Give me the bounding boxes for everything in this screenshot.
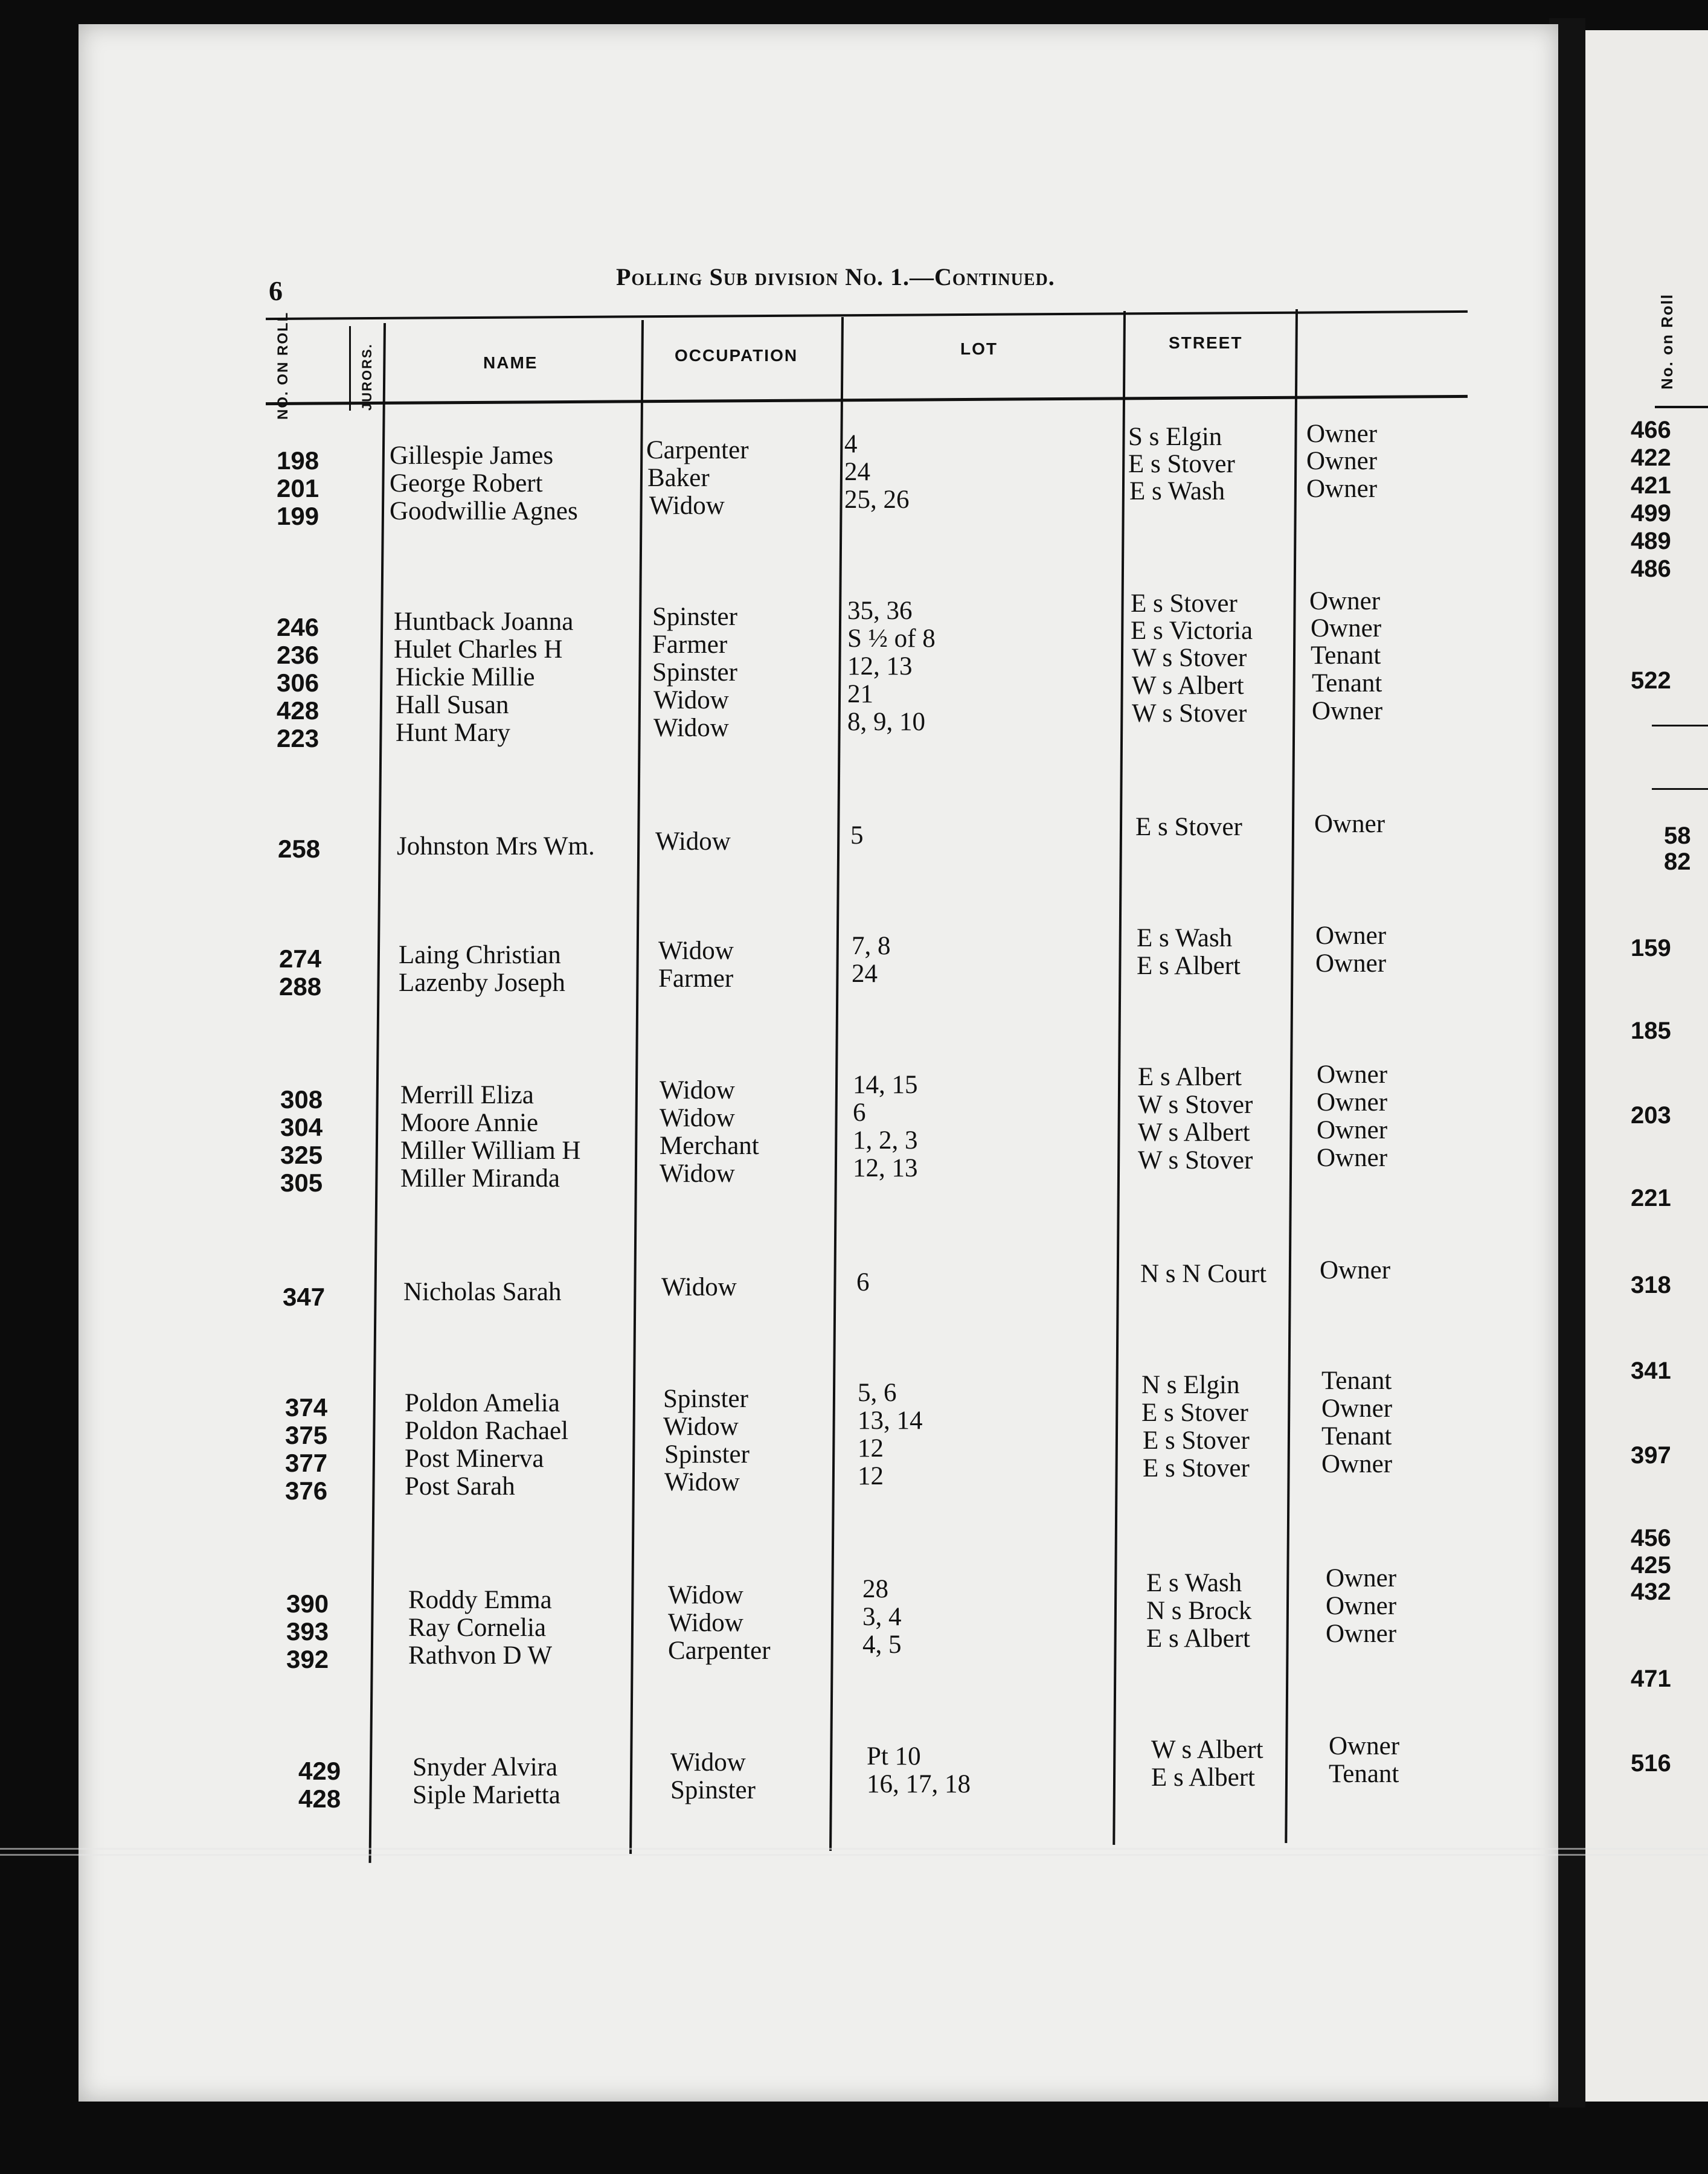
lot: 8, 9, 10 [847,708,925,736]
street: W s Albert [1138,1118,1250,1147]
roll-number: 306 [277,669,319,697]
voter-name: Siple Marietta [413,1781,560,1809]
street: E s Stover [1143,1426,1250,1455]
street: E s Wash [1129,477,1225,505]
occupation: Farmer [658,964,734,993]
street: E s Albert [1138,1063,1242,1091]
roll-number: 199 [277,502,319,530]
roll-number: 246 [277,613,319,641]
voter-name: Miller William H [400,1137,581,1165]
roll-number: 374 [285,1393,328,1422]
tenure-status: Owner [1321,1394,1393,1423]
roll-number: 236 [277,641,319,669]
adjacent-roll-number: 58 [1664,822,1691,849]
street: N s Elgin [1141,1371,1240,1399]
voter-name: Hunt Mary [396,719,510,747]
lot: 1, 2, 3 [853,1126,918,1155]
adjacent-roll-number: 489 [1631,528,1671,554]
adjacent-roll-number: 159 [1631,935,1671,961]
occupation: Widow [660,1104,735,1132]
tenure-status: Owner [1311,614,1382,643]
voter-name: Hickie Millie [396,663,535,691]
lot: 5, 6 [858,1379,897,1407]
lot: 21 [847,680,873,708]
lot: 5 [850,821,864,850]
voter-name: George Robert [390,469,543,498]
occupation: Farmer [652,630,728,659]
tenure-status: Tenant [1312,669,1382,697]
street: E s Stover [1131,589,1238,618]
occupation: Merchant [660,1132,759,1160]
scan-artifact-line [0,1854,1708,1856]
adjacent-roll-number: 456 [1631,1525,1671,1551]
roll-number: 274 [279,944,322,973]
occupation: Spinster [663,1385,748,1413]
street: W s Albert [1151,1736,1263,1764]
voter-name: Lazenby Joseph [399,969,565,997]
tenure-status: Tenant [1321,1367,1392,1395]
occupation: Widow [658,937,734,965]
voter-name: Johnston Mrs Wm. [397,832,595,861]
tenure-status: Owner [1317,1088,1388,1117]
occupation: Widow [660,1159,735,1188]
roll-number: 377 [285,1449,328,1477]
lot: 12 [858,1434,884,1463]
occupation: Widow [655,827,731,856]
occupation: Widow [653,714,729,742]
voter-name: Huntback Joanna [394,608,574,636]
adjacent-roll-number: 221 [1631,1185,1671,1211]
occupation: Widow [668,1581,743,1609]
occupation: Widow [664,1468,740,1496]
voter-name: Hulet Charles H [394,635,563,664]
adjacent-section-rule [1652,725,1708,726]
tenure-status: Owner [1315,949,1387,978]
roll-number: 428 [277,696,319,725]
adjacent-page [1585,30,1708,2102]
street: W s Stover [1138,1146,1253,1175]
adjacent-roll-number: 516 [1631,1750,1671,1777]
voter-name: Snyder Alvira [413,1753,558,1781]
street: E s Stover [1143,1454,1250,1483]
roll-number: 429 [298,1757,341,1785]
page-title: Polling Sub division No. 1.—Continued. [616,263,1055,290]
voter-name: Poldon Rachael [405,1417,569,1445]
street: E s Wash [1146,1569,1242,1597]
tenure-status: Owner [1321,1450,1393,1478]
tenure-status: Owner [1326,1592,1397,1620]
adjacent-roll-number: 486 [1631,556,1671,582]
lot: 6 [856,1268,870,1297]
lot: 28 [862,1575,888,1603]
roll-number: 198 [277,446,319,475]
occupation: Widow [663,1412,739,1441]
adjacent-roll-number: 397 [1631,1442,1671,1469]
occupation: Widow [661,1273,737,1301]
lot: 14, 15 [853,1071,918,1099]
adjacent-section-rule [1652,788,1708,790]
voter-name: Hall Susan [396,691,509,719]
roll-number: 288 [279,972,322,1001]
column-header-no-on-roll: NO. ON ROLL [275,311,291,420]
voter-name: Post Sarah [405,1472,515,1501]
voter-name: Ray Cornelia [408,1614,547,1642]
lot: Pt 10 [867,1742,921,1771]
voter-name: Miller Miranda [400,1164,560,1193]
tenure-status: Owner [1306,420,1378,448]
lot: 24 [844,458,870,486]
street: N s N Court [1140,1260,1267,1288]
voter-name: Nicholas Sarah [403,1278,562,1306]
adjacent-roll-number: 341 [1631,1358,1671,1384]
lot: S ½ of 8 [847,624,936,653]
voter-name: Laing Christian [399,941,561,969]
lot: 25, 26 [844,486,910,514]
roll-number: 305 [280,1169,323,1197]
adjacent-roll-number: 318 [1631,1272,1671,1298]
roll-number: 258 [278,835,321,863]
voter-name: Merrill Eliza [400,1081,534,1109]
adjacent-roll-number: 203 [1631,1102,1671,1129]
occupation: Spinster [670,1776,756,1804]
adjacent-roll-number: 522 [1631,667,1671,694]
roll-number: 376 [285,1477,328,1505]
adjacent-roll-number: 422 [1631,444,1671,471]
roll-number: 392 [286,1645,329,1673]
street: E s Victoria [1131,617,1253,645]
voter-name: Moore Annie [400,1109,539,1137]
column-header-street: STREET [1169,333,1243,352]
tenure-status: Owner [1306,475,1378,503]
lot: 35, 36 [847,597,913,625]
occupation: Spinster [652,658,737,687]
occupation: Widow [670,1748,746,1777]
voter-name: Post Minerva [405,1445,544,1473]
lot: 12, 13 [853,1154,918,1182]
occupation: Carpenter [668,1637,771,1665]
lot: 24 [852,960,878,988]
roll-number: 325 [280,1141,323,1169]
tenure-status: Owner [1317,1116,1388,1144]
occupation: Baker [647,464,710,492]
adjacent-roll-number: 432 [1631,1579,1671,1605]
lot: 6 [853,1098,866,1127]
street: S s Elgin [1128,423,1222,451]
voter-name: Poldon Amelia [405,1389,560,1417]
occupation: Spinster [664,1440,750,1469]
occupation: Carpenter [646,436,749,464]
street: W s Stover [1132,699,1247,728]
adjacent-roll-number: 82 [1664,848,1691,875]
adjacent-roll-number: 499 [1631,500,1671,527]
lot: 3, 4 [862,1603,902,1631]
tenure-status: Owner [1314,810,1385,838]
tenure-status: Tenant [1321,1422,1392,1451]
roll-number: 375 [285,1421,328,1449]
tenure-status: Owner [1329,1732,1400,1760]
tenure-status: Owner [1326,1564,1397,1592]
street: E s Wash [1137,924,1233,952]
roll-number: 428 [298,1784,341,1813]
street: W s Stover [1132,644,1247,672]
street: W s Stover [1138,1091,1253,1119]
occupation: Widow [660,1076,735,1105]
occupation: Widow [668,1609,743,1637]
column-header-name: NAME [483,353,538,372]
adjacent-roll-number: 466 [1631,417,1671,443]
lot: 4, 5 [862,1630,902,1659]
lot: 13, 14 [858,1406,923,1435]
tenure-status: Owner [1317,1060,1388,1089]
street: E s Stover [1141,1399,1248,1427]
adjacent-column-header: No. on Roll [1658,293,1676,390]
scan-artifact-line [0,1848,1708,1850]
column-rule-roll [349,326,351,411]
lot: 7, 8 [852,932,891,960]
street: E s Stover [1135,813,1242,841]
voter-name: Goodwillie Agnes [390,497,578,525]
roll-number: 201 [277,474,319,502]
roll-number: 393 [286,1617,329,1646]
column-header-lot: LOT [960,339,998,358]
roll-number: 390 [286,1589,329,1618]
lot: 12, 13 [847,652,913,681]
lot: 16, 17, 18 [867,1770,971,1798]
occupation: Widow [653,686,729,714]
adjacent-roll-number: 425 [1631,1552,1671,1579]
street: W s Albert [1132,672,1244,700]
roll-number: 304 [280,1113,323,1141]
tenure-status: Owner [1326,1620,1397,1648]
voter-name: Rathvon D W [408,1641,553,1670]
lot: 4 [844,430,858,458]
page-number: 6 [269,275,283,306]
adjacent-roll-number: 471 [1631,1666,1671,1692]
tenure-status: Owner [1312,697,1383,725]
roll-number: 308 [280,1085,323,1114]
tenure-status: Owner [1320,1256,1391,1284]
street: E s Albert [1146,1624,1250,1653]
occupation: Spinster [652,603,737,631]
tenure-status: Tenant [1311,641,1381,670]
adjacent-header-rule [1655,406,1708,408]
voter-name: Gillespie James [390,441,554,470]
adjacent-roll-number: 421 [1631,472,1671,499]
column-header-occupation: OCCUPATION [675,346,798,365]
tenure-status: Tenant [1329,1760,1399,1788]
occupation: Widow [649,492,725,520]
lot: 12 [858,1462,884,1490]
street: E s Albert [1151,1763,1255,1792]
voter-name: Roddy Emma [408,1586,552,1614]
adjacent-roll-number: 185 [1631,1018,1671,1044]
roll-number: 223 [277,724,319,752]
column-header-jurors: JURORS. [359,343,374,411]
street: N s Brock [1146,1597,1252,1625]
tenure-status: Owner [1309,587,1381,615]
roll-number: 347 [283,1283,326,1311]
street: E s Stover [1128,450,1235,478]
street: E s Albert [1137,952,1241,980]
tenure-status: Owner [1306,447,1378,475]
tenure-status: Owner [1317,1144,1388,1172]
tenure-status: Owner [1315,922,1387,950]
